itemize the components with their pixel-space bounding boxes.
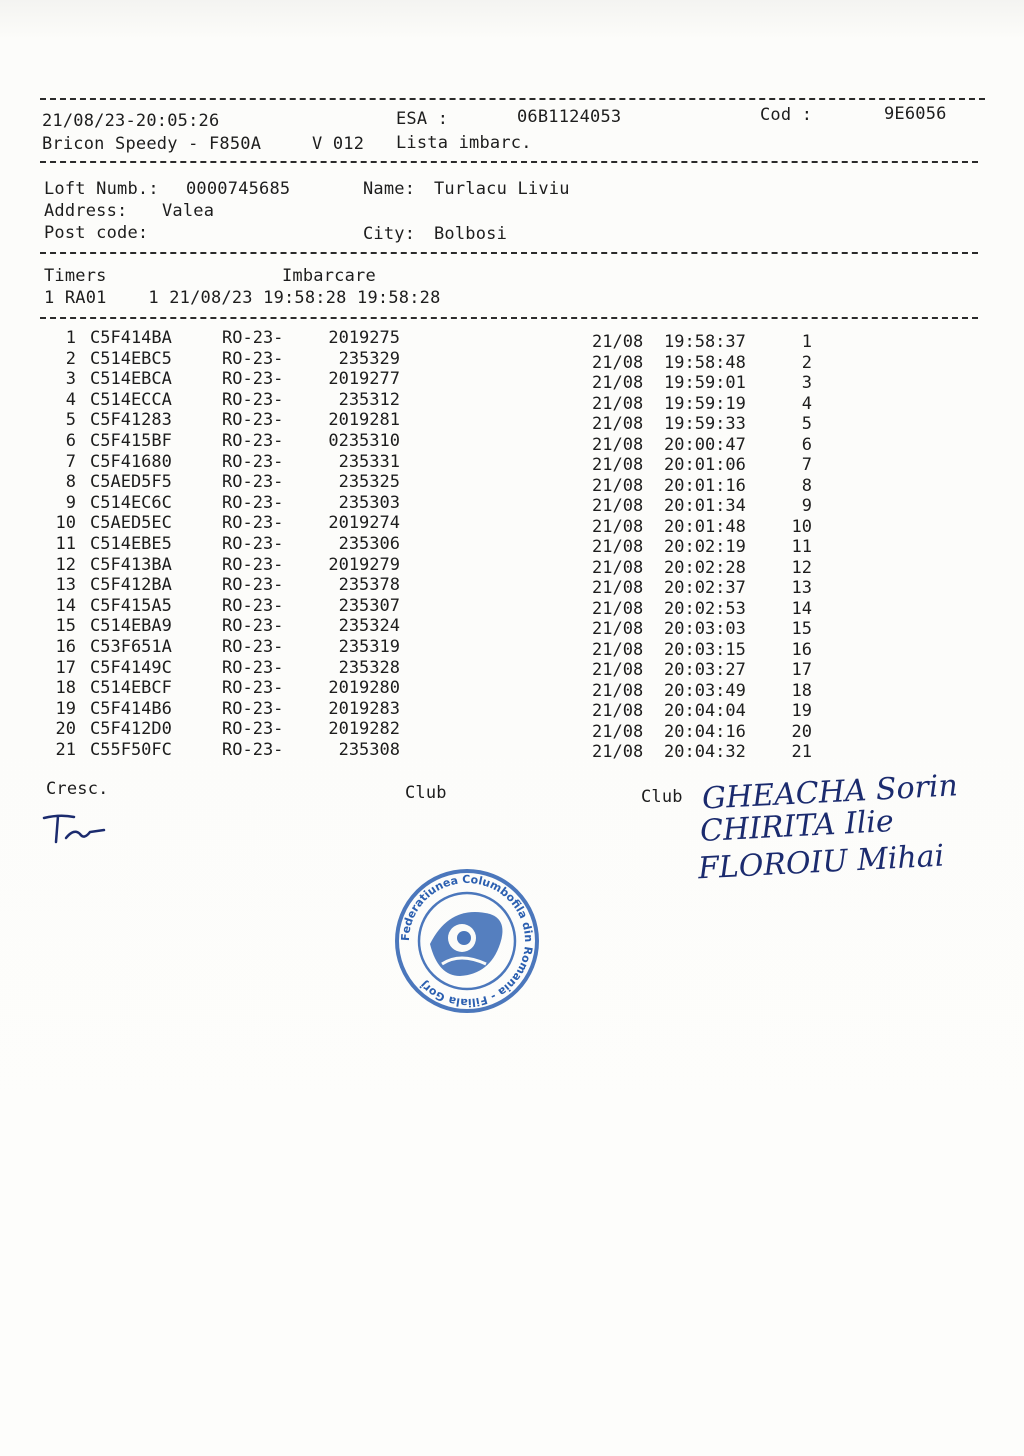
arrival-date: 21/08 [592, 557, 644, 578]
bird-index: 4 [65, 389, 76, 410]
city-value: Bolbosi [434, 224, 508, 244]
name-label: Name: [363, 179, 416, 199]
arrival-time: 20:01:48 [664, 516, 746, 537]
arrival-date: 21/08 [592, 578, 644, 599]
bird-chip-id: C5F414BA [90, 328, 172, 348]
bird-ring-number: 235325 [338, 472, 400, 493]
bird-chip-id: C514EBA9 [90, 616, 172, 637]
arrival-date: 21/08 [592, 680, 644, 701]
arrival-date: 21/08 [592, 352, 644, 373]
arrival-position: 7 [801, 455, 812, 476]
bird-ring-prefix: RO-23- [222, 513, 284, 534]
bird-index: 12 [55, 554, 76, 575]
arrival-position: 2 [801, 352, 812, 373]
bird-ring-number: 0235310 [328, 431, 400, 451]
bird-ring-prefix: RO-23- [222, 595, 284, 616]
address-label: Address: [44, 201, 128, 221]
bird-index: 15 [55, 616, 76, 637]
bird-index: 18 [55, 678, 76, 699]
bird-index: 20 [55, 719, 76, 740]
arrival-position: 3 [801, 373, 812, 394]
bird-row [40, 740, 990, 763]
bird-row [40, 410, 990, 435]
arrival-position: 19 [791, 701, 812, 722]
bird-ring-prefix: RO-23- [222, 719, 284, 740]
bird-row [40, 472, 990, 496]
bird-row [40, 698, 990, 722]
bird-chip-id: C514EBE5 [90, 534, 172, 554]
bird-ring-prefix: RO-23- [222, 534, 284, 554]
arrival-date: 21/08 [592, 393, 644, 414]
bird-ring-prefix: RO-23- [222, 472, 284, 493]
loft-number-label: Loft Numb.: [44, 179, 159, 199]
print-datetime: 21/08/23-20:05:26 [42, 111, 220, 131]
arrival-date: 21/08 [592, 496, 644, 517]
separator-loft [40, 252, 978, 254]
arrival-time: 19:58:48 [664, 352, 746, 373]
device-name: Bricon Speedy - F850A [42, 134, 262, 154]
bird-row [40, 451, 990, 476]
arrival-date: 21/08 [592, 742, 644, 763]
arrival-time: 20:01:34 [664, 496, 746, 517]
bird-chip-id: C55F50FC [90, 740, 172, 760]
bird-chip-id: C514ECCA [90, 389, 172, 410]
signature-scribble [40, 808, 110, 848]
arrival-date: 21/08 [592, 660, 644, 681]
bird-index: 19 [55, 698, 76, 719]
postcode-label: Post code: [44, 223, 149, 243]
bird-ring-prefix: RO-23- [222, 328, 284, 348]
bird-index: 9 [65, 492, 76, 513]
bird-ring-prefix: RO-23- [222, 678, 284, 699]
bird-ring-number: 2019282 [328, 719, 400, 740]
club-label-middle: Club [405, 783, 447, 803]
bird-ring-number: 235378 [338, 575, 400, 596]
separator-timers [40, 317, 978, 319]
arrival-time: 20:03:03 [664, 619, 746, 640]
club-label-right: Club [641, 787, 683, 807]
timers-label: Timers [44, 266, 107, 286]
arrival-time: 20:01:16 [664, 475, 746, 496]
arrival-position: 8 [801, 475, 812, 496]
bird-row [40, 492, 990, 517]
arrival-time: 20:03:15 [664, 639, 746, 660]
arrival-date: 21/08 [592, 332, 644, 352]
bird-ring-prefix: RO-23- [222, 492, 284, 513]
arrival-time: 20:04:32 [664, 742, 746, 763]
bird-ring-number: 2019283 [328, 698, 400, 719]
arrival-position: 12 [791, 557, 812, 578]
bird-ring-prefix: RO-23- [222, 554, 284, 575]
arrival-time: 20:02:19 [664, 537, 746, 558]
arrival-position: 6 [801, 434, 812, 455]
cod-value: 9E6056 [884, 104, 947, 124]
bird-chip-id: C514EC6C [90, 492, 172, 513]
arrival-time: 20:00:47 [664, 434, 746, 455]
bird-ring-number: 2019275 [328, 328, 400, 348]
arrival-time: 20:02:53 [664, 598, 746, 619]
arrival-position: 13 [791, 578, 812, 599]
arrival-position: 21 [791, 742, 812, 763]
bird-chip-id: C5AED5EC [90, 513, 172, 534]
arrival-time: 20:04:16 [664, 721, 746, 742]
bird-row [40, 348, 990, 373]
bird-ring-number: 235307 [338, 595, 400, 616]
bird-chip-id: C5AED5F5 [90, 472, 172, 493]
bird-ring-number: 2019279 [328, 554, 400, 575]
bird-row [40, 595, 990, 619]
bird-index: 8 [65, 472, 76, 493]
bird-ring-prefix: RO-23- [222, 451, 284, 472]
arrival-date: 21/08 [592, 414, 644, 435]
bird-ring-number: 235303 [338, 492, 400, 513]
arrival-time: 20:02:37 [664, 578, 746, 599]
bird-row [40, 678, 990, 701]
breeder-label: Cresc. [46, 779, 109, 799]
bird-row [40, 389, 990, 414]
bird-ring-prefix: RO-23- [222, 575, 284, 596]
bird-row [40, 719, 990, 742]
bird-row [40, 534, 990, 558]
arrival-date: 21/08 [592, 373, 644, 394]
arrival-time: 19:59:19 [664, 393, 746, 414]
bird-ring-number: 2019274 [328, 513, 400, 534]
bird-chip-id: C53F651A [90, 637, 172, 657]
bird-row [40, 328, 990, 352]
bird-ring-number: 235308 [338, 740, 400, 760]
bird-ring-number: 235324 [338, 616, 400, 637]
bird-chip-id: C5F41680 [90, 451, 172, 472]
arrival-position: 20 [791, 721, 812, 742]
bird-index: 2 [65, 348, 76, 369]
bird-chip-id: C514EBCF [90, 678, 172, 699]
arrival-date: 21/08 [592, 434, 644, 455]
arrival-position: 9 [801, 496, 812, 517]
handwritten-name-3: FLOROIU Mihai [697, 838, 946, 887]
cod-label: Cod : [760, 105, 813, 125]
arrival-position: 11 [791, 537, 812, 558]
bird-ring-prefix: RO-23- [222, 657, 284, 678]
bird-index: 6 [65, 431, 76, 451]
city-label: City: [363, 224, 416, 244]
club-stamp [390, 864, 544, 1018]
arrival-date: 21/08 [592, 721, 644, 742]
bird-ring-number: 235329 [338, 348, 400, 369]
arrival-date: 21/08 [592, 639, 644, 660]
list-title: Lista imbarc. [396, 133, 532, 153]
esa-label: ESA : [396, 109, 449, 129]
bird-ring-number: 2019277 [328, 369, 400, 390]
handwritten-name-1: GHEACHA Sorin [701, 768, 959, 817]
arrival-time: 20:03:49 [664, 680, 746, 701]
bird-index: 5 [65, 410, 76, 431]
bird-index: 21 [55, 740, 76, 760]
fancier-name: Turlacu Liviu [434, 179, 570, 199]
arrival-date: 21/08 [592, 537, 644, 558]
bird-index: 7 [65, 451, 76, 472]
bird-index: 13 [55, 575, 76, 596]
timer-line: 1 RA01 1 21/08/23 19:58:28 19:58:28 [44, 288, 441, 308]
bird-ring-number: 235328 [338, 657, 400, 678]
bird-row [40, 513, 990, 537]
arrival-position: 15 [791, 619, 812, 640]
bird-ring-number: 2019281 [328, 410, 400, 431]
arrival-position: 10 [791, 516, 812, 537]
bird-ring-number: 235319 [338, 637, 400, 657]
firmware-version: V 012 [312, 134, 365, 154]
arrival-time: 19:59:33 [664, 414, 746, 435]
bird-chip-id: C514EBC5 [90, 348, 172, 369]
bird-ring-number: 235331 [338, 451, 400, 472]
arrival-position: 18 [791, 680, 812, 701]
bird-row [40, 616, 990, 640]
bird-ring-prefix: RO-23- [222, 637, 284, 657]
bird-ring-prefix: RO-23- [222, 431, 284, 451]
arrival-position: 16 [791, 639, 812, 660]
arrival-date: 21/08 [592, 475, 644, 496]
bird-chip-id: C5F4149C [90, 657, 172, 678]
bird-ring-prefix: RO-23- [222, 389, 284, 410]
bird-ring-prefix: RO-23- [222, 740, 284, 760]
arrival-date: 21/08 [592, 701, 644, 722]
bird-ring-number: 235306 [338, 534, 400, 554]
bird-ring-prefix: RO-23- [222, 698, 284, 719]
bird-index: 1 [65, 328, 76, 348]
arrival-date: 21/08 [592, 516, 644, 537]
arrival-position: 5 [801, 414, 812, 435]
arrival-date: 21/08 [592, 455, 644, 476]
address-value: Valea [162, 201, 215, 221]
arrival-position: 14 [791, 598, 812, 619]
bird-chip-id: C5F415BF [90, 431, 172, 451]
arrival-date: 21/08 [592, 619, 644, 640]
imbarcare-label: Imbarcare [282, 266, 376, 286]
arrival-position: 4 [801, 393, 812, 414]
bird-index: 17 [55, 657, 76, 678]
bird-index: 11 [55, 534, 76, 554]
bird-chip-id: C514EBCA [90, 369, 172, 390]
bird-ring-number: 2019280 [328, 678, 400, 699]
arrival-time: 20:03:27 [664, 660, 746, 681]
arrival-date: 21/08 [592, 598, 644, 619]
arrival-time: 20:04:04 [664, 701, 746, 722]
bird-row [40, 431, 990, 455]
handwritten-name-2: CHIRITA Ilie [699, 803, 895, 850]
bird-row [40, 369, 990, 394]
bird-chip-id: C5F413BA [90, 554, 172, 575]
bird-row [40, 657, 990, 681]
bird-chip-id: C5F415A5 [90, 595, 172, 616]
stamp-ring-text: Federatiunea Columbofila din Romania - Filiala Gorj [398, 872, 536, 1010]
separator-top [40, 98, 985, 100]
arrival-time: 20:02:28 [664, 557, 746, 578]
arrival-time: 19:59:01 [664, 373, 746, 394]
esa-value: 06B1124053 [517, 107, 622, 127]
bird-chip-id: C5F41283 [90, 410, 172, 431]
bird-chip-id: C5F414B6 [90, 698, 172, 719]
bird-ring-prefix: RO-23- [222, 616, 284, 637]
arrival-position: 1 [801, 332, 812, 352]
arrival-time: 19:58:37 [664, 332, 746, 352]
bird-chip-id: C5F412BA [90, 575, 172, 596]
separator-header [40, 161, 978, 163]
loft-number-value: 0000745685 [186, 179, 291, 199]
bird-row [40, 637, 990, 660]
bird-index: 14 [55, 595, 76, 616]
arrival-position: 17 [791, 660, 812, 681]
arrival-time: 20:01:06 [664, 455, 746, 476]
bird-index: 16 [55, 637, 76, 657]
bird-ring-prefix: RO-23- [222, 410, 284, 431]
bird-index: 3 [65, 369, 76, 390]
bird-chip-id: C5F412D0 [90, 719, 172, 740]
bird-ring-number: 235312 [338, 389, 400, 410]
bird-ring-prefix: RO-23- [222, 369, 284, 390]
bird-row [40, 575, 990, 599]
bird-row [40, 554, 990, 578]
bird-index: 10 [55, 513, 76, 534]
bird-ring-prefix: RO-23- [222, 348, 284, 369]
